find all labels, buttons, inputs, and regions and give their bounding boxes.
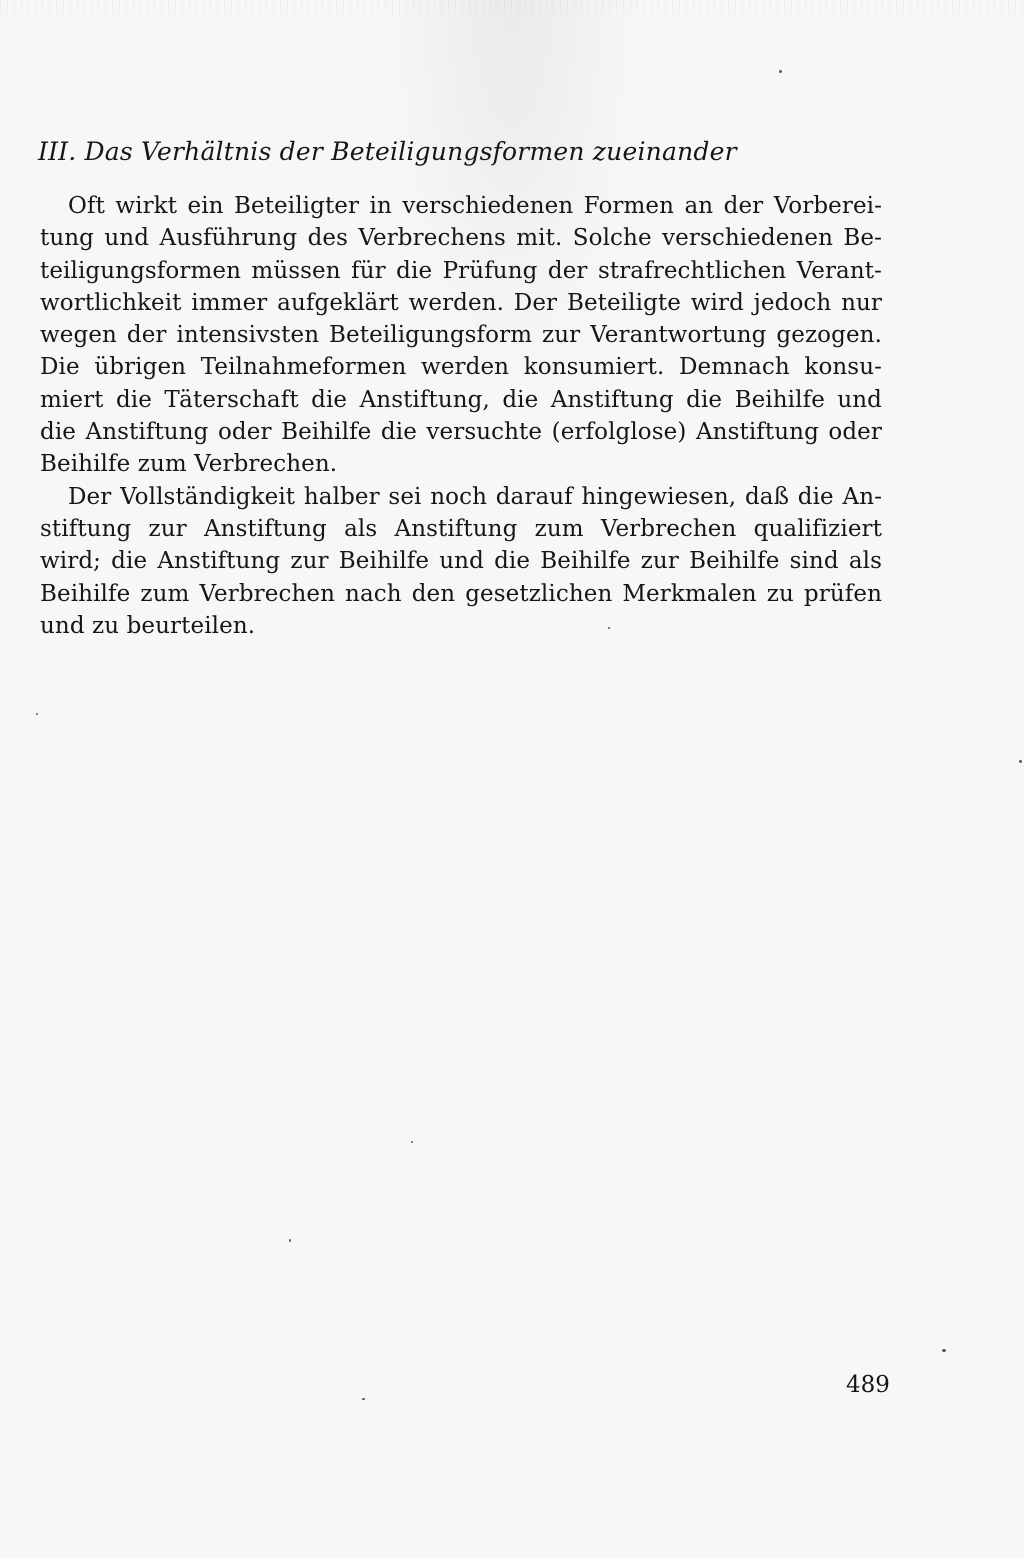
text-line: und zu beurteilen. [40,612,256,639]
text-line: Beihilfe zum Verbrechen nach den gesetzlichen Merkmalen zu prüfen [40,580,882,607]
scan-speck [36,713,38,715]
page-number: 489 [846,1372,890,1398]
text-line: Der Vollständigkeit halber sei noch darauf hingewiesen, daß die An- [68,483,882,510]
text-line: Beihilfe zum Verbrechen. [40,451,338,478]
text-line: stiftung zur Anstiftung als Anstiftung zum Verbrechen qualifiziert [40,515,882,542]
scan-speck [289,1239,291,1242]
paragraph-1 [40,190,882,481]
paragraph-2 [40,481,882,642]
scan-speck [608,627,610,629]
scan-speck [942,1349,946,1352]
scan-speck [411,1141,413,1143]
text-line: wird; die Anstiftung zur Beihilfe und die Beihilfe zur Beihilfe sind als [40,548,882,575]
text-line: tung und Ausführung des Verbrechens mit. Solche verschiedenen Be- [40,225,882,252]
text-line: Oft wirkt ein Beteiligter in verschiedenen Formen an der Vorberei- [68,193,882,219]
text-line: wegen der intensivsten Beteiligungsform zur Verantwortung gezogen. [40,322,882,349]
scan-speck [1019,760,1022,763]
text-line: die Anstiftung oder Beihilfe die versuchte (erfolglose) Anstiftung oder [40,419,882,446]
scan-speck [362,1398,365,1400]
text-line: Die übrigen Teilnahmeformen werden konsumiert. Demnach konsu- [40,354,882,381]
scan-speck [779,70,782,73]
scan-edge-noise [0,0,1024,14]
text-line: wortlichkeit immer aufgeklärt werden. Der Beteiligte wird jedoch nur [40,289,882,316]
body-text [40,190,882,642]
text-line: miert die Täterschaft die Anstiftung, die Anstiftung die Beihilfe und [40,386,882,413]
section-heading: III. Das Verhältnis der Beteiligungsformen zueinander [38,137,737,166]
text-line: teiligungsformen müssen für die Prüfung der strafrechtlichen Verant- [40,257,882,284]
